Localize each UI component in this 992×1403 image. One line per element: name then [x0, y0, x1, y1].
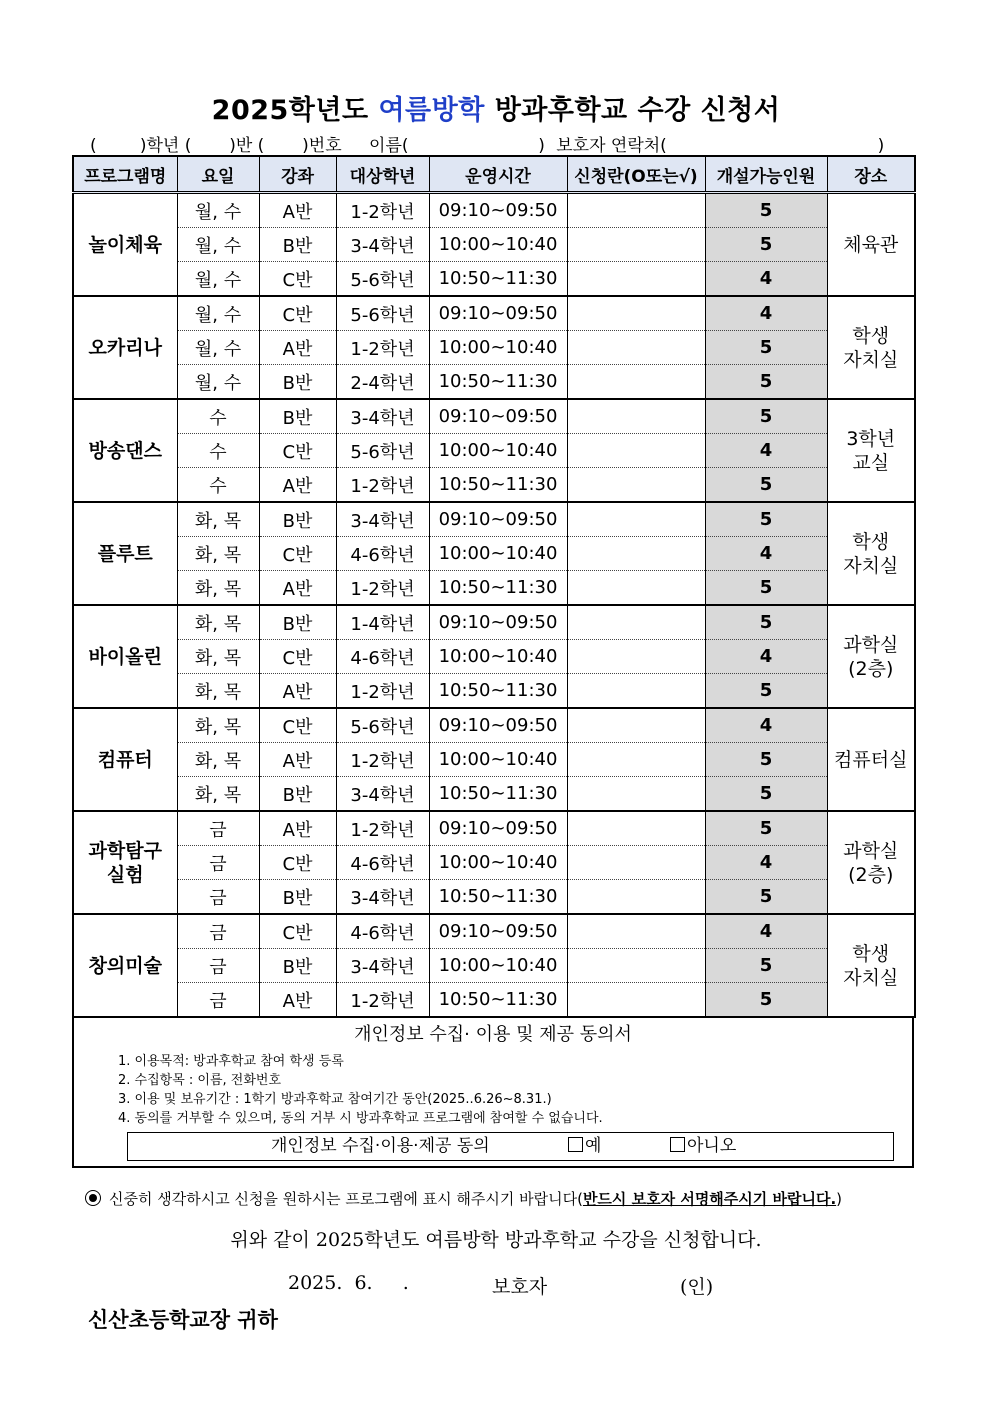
privacy-item: 2. 수집항목 : 이름, 전화번호	[118, 1073, 282, 1088]
column-header: 운영시간	[429, 156, 567, 193]
apply-cell[interactable]	[567, 605, 705, 640]
apply-cell[interactable]	[567, 811, 705, 846]
table-row	[73, 468, 915, 503]
day-cell: 화, 목	[177, 502, 259, 537]
table-row	[73, 262, 915, 297]
consent-no-option[interactable]	[670, 1133, 736, 1160]
grade-cell: 1-2학년	[336, 571, 429, 606]
program-name: 창의미술	[73, 914, 177, 1017]
table-row	[73, 434, 915, 468]
capacity-cell: 5	[705, 743, 827, 777]
grade-cell: 3-4학년	[336, 228, 429, 262]
time-cell: 09:10~09:50	[429, 193, 567, 228]
table-row	[73, 914, 915, 949]
table-row	[73, 228, 915, 262]
day-cell: 화, 목	[177, 537, 259, 571]
grade-cell: 3-4학년	[336, 502, 429, 537]
checkbox-icon[interactable]	[568, 1137, 583, 1152]
table-row	[73, 331, 915, 365]
program-name: 컴퓨터	[73, 708, 177, 811]
table-row	[73, 777, 915, 812]
table-row	[73, 365, 915, 400]
guardian-label: 보호자	[492, 1276, 548, 1298]
program-table	[72, 155, 916, 1018]
day-cell: 월, 수	[177, 296, 259, 331]
checkbox-icon[interactable]	[670, 1137, 685, 1152]
day-cell: 금	[177, 811, 259, 846]
table-row	[73, 640, 915, 674]
capacity-cell: 5	[705, 331, 827, 365]
table-row	[73, 399, 915, 434]
table-row	[73, 502, 915, 537]
class-cell: A반	[259, 983, 336, 1018]
apply-cell[interactable]	[567, 846, 705, 880]
class-cell: B반	[259, 880, 336, 915]
grade-cell: 1-2학년	[336, 811, 429, 846]
consent-label: 개인정보 수집·이용·제공 동의	[271, 1136, 490, 1156]
time-cell: 10:50~11:30	[429, 262, 567, 297]
day-cell: 수	[177, 468, 259, 503]
class-cell: A반	[259, 193, 336, 228]
page-title	[0, 88, 992, 127]
class-cell: C반	[259, 537, 336, 571]
class-field[interactable]: )반 (	[191, 136, 265, 156]
capacity-cell: 5	[705, 777, 827, 812]
place-cell: 3학년 교실	[827, 399, 915, 502]
time-cell: 09:10~09:50	[429, 502, 567, 537]
apply-cell[interactable]	[567, 502, 705, 537]
privacy-item: 3. 이용 및 보유기간 : 1학기 방과후학교 참여기간 동안(2025..6.26~8.31.)	[118, 1092, 552, 1107]
privacy-items	[74, 1052, 912, 1128]
column-header: 프로그램명	[73, 156, 177, 193]
class-cell: A반	[259, 468, 336, 503]
table-row	[73, 537, 915, 571]
apply-cell[interactable]	[567, 434, 705, 468]
privacy-title: 개인정보 수집· 이용 및 제공 동의서	[354, 1024, 632, 1045]
time-cell: 10:00~10:40	[429, 228, 567, 262]
apply-cell[interactable]	[567, 537, 705, 571]
day-cell: 금	[177, 914, 259, 949]
day-cell: 화, 목	[177, 605, 259, 640]
capacity-cell: 4	[705, 537, 827, 571]
date-field[interactable]: 2025. 6. .	[288, 1272, 409, 1294]
program-name: 플루트	[73, 502, 177, 605]
time-cell: 10:50~11:30	[429, 777, 567, 812]
table-row	[73, 296, 915, 331]
confirmation-text: 위와 같이 2025학년도 여름방학 방과후학교 수강을 신청합니다.	[230, 1229, 762, 1251]
program-name: 과학탐구 실험	[73, 811, 177, 914]
apply-cell[interactable]	[567, 949, 705, 983]
bullet-icon	[85, 1190, 101, 1206]
grade-cell: 3-4학년	[336, 777, 429, 812]
capacity-cell: 4	[705, 640, 827, 674]
apply-cell[interactable]	[567, 193, 705, 228]
table-row	[73, 605, 915, 640]
grade-cell: 5-6학년	[336, 434, 429, 468]
column-header: 강좌	[259, 156, 336, 193]
apply-cell[interactable]	[567, 708, 705, 743]
day-cell: 화, 목	[177, 571, 259, 606]
class-cell: C반	[259, 914, 336, 949]
capacity-cell: 5	[705, 502, 827, 537]
place-cell: 학생 자치실	[827, 296, 915, 399]
apply-cell[interactable]	[567, 331, 705, 365]
day-cell: 화, 목	[177, 674, 259, 709]
column-header: 요일	[177, 156, 259, 193]
time-cell: 10:50~11:30	[429, 365, 567, 400]
apply-cell[interactable]	[567, 880, 705, 915]
grade-cell: 1-2학년	[336, 983, 429, 1018]
time-cell: 10:00~10:40	[429, 743, 567, 777]
class-cell: C반	[259, 708, 336, 743]
class-cell: B반	[259, 228, 336, 262]
class-cell: A반	[259, 331, 336, 365]
day-cell: 화, 목	[177, 640, 259, 674]
grade-cell: 1-2학년	[336, 674, 429, 709]
place-cell: 체육관	[827, 193, 915, 297]
capacity-cell: 5	[705, 228, 827, 262]
class-cell: A반	[259, 743, 336, 777]
grade-cell: 1-2학년	[336, 331, 429, 365]
grade-cell: 4-6학년	[336, 640, 429, 674]
apply-cell[interactable]	[567, 296, 705, 331]
time-cell: 10:00~10:40	[429, 434, 567, 468]
program-name: 오카리나	[73, 296, 177, 399]
class-cell: B반	[259, 399, 336, 434]
column-header: 개설가능인원	[705, 156, 827, 193]
place-cell: 학생 자치실	[827, 914, 915, 1017]
time-cell: 10:00~10:40	[429, 331, 567, 365]
apply-cell[interactable]	[567, 640, 705, 674]
name-field[interactable]: 이름( )	[369, 136, 545, 156]
table-body	[73, 193, 915, 1018]
class-cell: B반	[259, 365, 336, 400]
consent-no-label: 아니오	[687, 1136, 737, 1156]
column-header: 대상학년	[336, 156, 429, 193]
contact-field[interactable]: 보호자 연락처( )	[556, 136, 885, 156]
time-cell: 09:10~09:50	[429, 605, 567, 640]
title-rest: 방과후학교 수강 신청서	[494, 95, 781, 126]
day-cell: 월, 수	[177, 193, 259, 228]
day-cell: 금	[177, 983, 259, 1018]
grade-cell: 4-6학년	[336, 914, 429, 949]
apply-cell[interactable]	[567, 228, 705, 262]
privacy-item: 1. 이용목적: 방과후학교 참여 학생 등록	[118, 1054, 344, 1069]
grade-cell: 1-2학년	[336, 193, 429, 228]
notice-line	[85, 1188, 915, 1209]
time-cell: 09:10~09:50	[429, 914, 567, 949]
class-cell: B반	[259, 777, 336, 812]
time-cell: 09:10~09:50	[429, 708, 567, 743]
day-cell: 월, 수	[177, 331, 259, 365]
capacity-cell: 5	[705, 571, 827, 606]
grade-cell: 1-4학년	[336, 605, 429, 640]
table-row	[73, 674, 915, 709]
time-cell: 10:50~11:30	[429, 674, 567, 709]
consent-yes-label: 예	[585, 1136, 602, 1156]
privacy-consent-section	[72, 1016, 914, 1168]
grade-cell: 2-4학년	[336, 365, 429, 400]
capacity-cell: 5	[705, 949, 827, 983]
class-cell: C반	[259, 640, 336, 674]
day-cell: 화, 목	[177, 708, 259, 743]
privacy-item: 4. 동의를 거부할 수 있으며, 동의 거부 시 방과후학교 프로그램에 참여할 수 없습니다.	[118, 1111, 603, 1126]
day-cell: 월, 수	[177, 228, 259, 262]
table-row	[73, 571, 915, 606]
apply-cell[interactable]	[567, 468, 705, 503]
consent-box	[127, 1132, 894, 1161]
time-cell: 10:50~11:30	[429, 468, 567, 503]
place-cell: 과학실 (2층)	[827, 811, 915, 914]
time-cell: 10:00~10:40	[429, 640, 567, 674]
time-cell: 09:10~09:50	[429, 399, 567, 434]
table-row	[73, 708, 915, 743]
apply-cell[interactable]	[567, 262, 705, 297]
capacity-cell: 5	[705, 811, 827, 846]
table-header-row	[73, 156, 915, 193]
apply-cell[interactable]	[567, 743, 705, 777]
grade-cell: 3-4학년	[336, 949, 429, 983]
capacity-cell: 5	[705, 468, 827, 503]
grade-cell: 5-6학년	[336, 708, 429, 743]
grade-cell: 3-4학년	[336, 399, 429, 434]
apply-cell[interactable]	[567, 983, 705, 1018]
day-cell: 월, 수	[177, 262, 259, 297]
class-cell: A반	[259, 571, 336, 606]
seal-field[interactable]: (인)	[680, 1276, 714, 1298]
title-season: 여름방학	[378, 95, 485, 126]
grade-cell: 4-6학년	[336, 537, 429, 571]
capacity-cell: 4	[705, 296, 827, 331]
program-name: 바이올린	[73, 605, 177, 708]
class-cell: B반	[259, 502, 336, 537]
day-cell: 화, 목	[177, 743, 259, 777]
time-cell: 10:50~11:30	[429, 571, 567, 606]
day-cell: 수	[177, 399, 259, 434]
program-name: 놀이체육	[73, 193, 177, 297]
table-row	[73, 743, 915, 777]
capacity-cell: 5	[705, 605, 827, 640]
class-cell: C반	[259, 296, 336, 331]
apply-cell[interactable]	[567, 571, 705, 606]
notice-emphasis: 반드시 보호자 서명해주시기 바랍니다.	[582, 1190, 837, 1208]
table-row	[73, 846, 915, 880]
grade-cell: 4-6학년	[336, 846, 429, 880]
capacity-cell: 4	[705, 262, 827, 297]
grade-cell: 5-6학년	[336, 262, 429, 297]
capacity-cell: 4	[705, 846, 827, 880]
time-cell: 10:50~11:30	[429, 983, 567, 1018]
apply-cell[interactable]	[567, 365, 705, 400]
time-cell: 09:10~09:50	[429, 296, 567, 331]
notice-text: 신중히 생각하시고 신청을 원하시는 프로그램에 표시 해주시기 바랍니다(	[109, 1190, 583, 1208]
title-year: 2025학년도	[211, 95, 369, 126]
student-info-line	[90, 131, 920, 156]
capacity-cell: 4	[705, 434, 827, 468]
place-cell: 컴퓨터실	[827, 708, 915, 811]
class-cell: C반	[259, 846, 336, 880]
table-row	[73, 983, 915, 1018]
time-cell: 10:00~10:40	[429, 949, 567, 983]
class-cell: B반	[259, 949, 336, 983]
capacity-cell: 5	[705, 674, 827, 709]
time-cell: 10:00~10:40	[429, 846, 567, 880]
apply-cell[interactable]	[567, 914, 705, 949]
time-cell: 10:00~10:40	[429, 537, 567, 571]
apply-cell[interactable]	[567, 777, 705, 812]
table-row	[73, 193, 915, 228]
grade-cell: 3-4학년	[336, 880, 429, 915]
class-cell: C반	[259, 434, 336, 468]
place-cell: 학생 자치실	[827, 502, 915, 605]
capacity-cell: 5	[705, 365, 827, 400]
place-cell: 과학실 (2층)	[827, 605, 915, 708]
apply-cell[interactable]	[567, 399, 705, 434]
notice-close: )	[836, 1190, 843, 1208]
class-cell: B반	[259, 605, 336, 640]
grade-field[interactable]: ( )학년 (	[90, 136, 192, 156]
table-row	[73, 811, 915, 846]
capacity-cell: 4	[705, 708, 827, 743]
capacity-cell: 5	[705, 880, 827, 915]
capacity-cell: 5	[705, 399, 827, 434]
table-row	[73, 949, 915, 983]
program-name: 방송댄스	[73, 399, 177, 502]
column-header: 장소	[827, 156, 915, 193]
time-cell: 10:50~11:30	[429, 880, 567, 915]
number-field[interactable]: )번호	[264, 136, 342, 156]
table-row	[73, 880, 915, 915]
recipient-line: 신산초등학교장 귀하	[88, 1307, 278, 1332]
class-cell: C반	[259, 262, 336, 297]
day-cell: 화, 목	[177, 777, 259, 812]
consent-yes-option[interactable]	[568, 1133, 601, 1160]
grade-cell: 5-6학년	[336, 296, 429, 331]
capacity-cell: 5	[705, 983, 827, 1018]
apply-cell[interactable]	[567, 674, 705, 709]
grade-cell: 1-2학년	[336, 468, 429, 503]
class-cell: A반	[259, 811, 336, 846]
capacity-cell: 5	[705, 193, 827, 228]
day-cell: 수	[177, 434, 259, 468]
day-cell: 금	[177, 846, 259, 880]
capacity-cell: 4	[705, 914, 827, 949]
day-cell: 금	[177, 949, 259, 983]
column-header: 신청란(O또는√)	[567, 156, 705, 193]
day-cell: 금	[177, 880, 259, 915]
grade-cell: 1-2학년	[336, 743, 429, 777]
day-cell: 월, 수	[177, 365, 259, 400]
class-cell: A반	[259, 674, 336, 709]
time-cell: 09:10~09:50	[429, 811, 567, 846]
